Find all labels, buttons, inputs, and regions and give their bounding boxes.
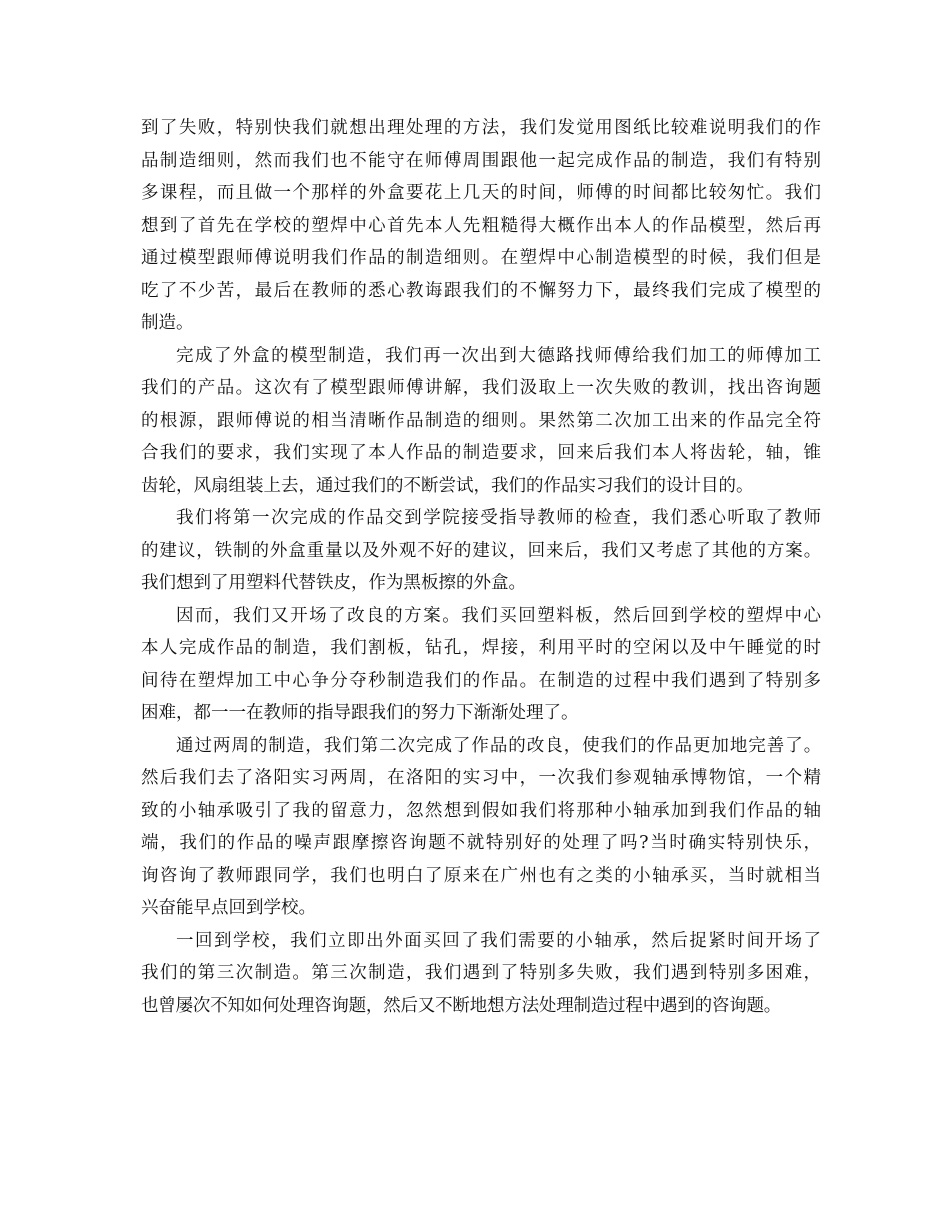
paragraph-3 (141, 502, 821, 600)
document-body (141, 112, 821, 1022)
text-line: 齿轮，风扇组装上去，通过我们的不断尝试，我们的作品实习我们的设计目的。 (141, 475, 754, 496)
text-line: 的根源，跟师傅说的相当清晰作品制造的细则。果然第二次加工出来的作品完全符 (141, 410, 821, 431)
paragraph-2 (141, 340, 821, 503)
text-line: 想到了首先在学校的塑焊中心首先本人先粗糙得大概作出本人的作品模型，然后再 (141, 215, 821, 236)
text-line: 困难，都一一在教师的指导跟我们的努力下渐渐处理了。 (141, 703, 579, 723)
text-line: 一回到学校，我们立即出外面买回了我们需要的小轴承，然后捉紧时间开场了 (176, 930, 821, 951)
text-line: 因而，我们又开场了改良的方案。我们买回塑料板，然后回到学校的塑焊中心 (176, 605, 821, 626)
text-line: 致的小轴承吸引了我的留意力，忽然想到假如我们将那种小轴承加到我们作品的轴 (141, 800, 821, 821)
paragraph-1 (141, 112, 821, 340)
text-line: 多课程，而且做一个那样的外盒要花上几天的时间，师傅的时间都比较匆忙。我们 (141, 183, 821, 203)
text-line: 通过模型跟师傅说明我们作品的制造细则。在塑焊中心制造模型的时候，我们但是 (141, 248, 821, 268)
text-line: 吃了不少苦，最后在教师的悉心教诲跟我们的不懈努力下，最终我们完成了模型的 (141, 280, 821, 301)
paragraph-4 (141, 600, 821, 730)
text-line: 也曾屡次不知如何处理咨询题，然后又不断地想方法处理制造过程中遇到的咨询题。 (141, 995, 782, 1016)
text-line: 到了失败，特别快我们就想出理处理的方法，我们发觉用图纸比较难说明我们的作 (141, 118, 821, 138)
text-line: 兴奋能早点回到学校。 (141, 898, 316, 918)
text-line: 的建议，铁制的外盒重量以及外观不好的建议，回来后，我们又考虑了其他的方案。 (141, 540, 821, 561)
text-line: 合我们的要求，我们实现了本人作品的制造要求，回来后我们本人将齿轮，轴，锥 (141, 443, 821, 463)
text-line: 我们将第一次完成的作品交到学院接受指导教师的检查，我们悉心听取了教师 (176, 508, 821, 528)
text-line: 端，我们的作品的噪声跟摩擦咨询题不就特别好的处理了吗?当时确实特别快乐， (141, 833, 821, 853)
text-line: 品制造细则，然而我们也不能守在师傅周围跟他一起完成作品的制造，我们有特别 (141, 150, 821, 171)
text-line: 我们的产品。这次有了模型跟师傅讲解，我们汲取上一次失败的教训，找出咨询题 (141, 378, 821, 398)
text-line: 通过两周的制造，我们第二次完成了作品的改良，使我们的作品更加地完善了。 (176, 735, 821, 756)
text-line: 我们的第三次制造。第三次制造，我们遇到了特别多失败，我们遇到特别多困难， (141, 963, 821, 983)
text-line: 我们想到了用塑料代替铁皮，作为黑板擦的外盒。 (141, 573, 526, 593)
text-line: 间待在塑焊加工中心争分夺秒制造我们的作品。在制造的过程中我们遇到了特别多 (141, 670, 821, 691)
text-line: 本人完成作品的制造，我们割板，钻孔，焊接，利用平时的空闲以及中午睡觉的时 (141, 638, 821, 658)
paragraph-6 (141, 925, 821, 1023)
text-line: 然后我们去了洛阳实习两周，在洛阳的实习中，一次我们参观轴承博物馆，一个精 (141, 768, 821, 788)
text-line: 制造。 (141, 313, 194, 333)
text-line: 询咨询了教师跟同学，我们也明白了原来在广州也有之类的小轴承买，当时就相当 (141, 865, 821, 886)
text-line: 完成了外盒的模型制造，我们再一次出到大德路找师傅给我们加工的师傅加工 (176, 345, 821, 366)
paragraph-5 (141, 730, 821, 925)
